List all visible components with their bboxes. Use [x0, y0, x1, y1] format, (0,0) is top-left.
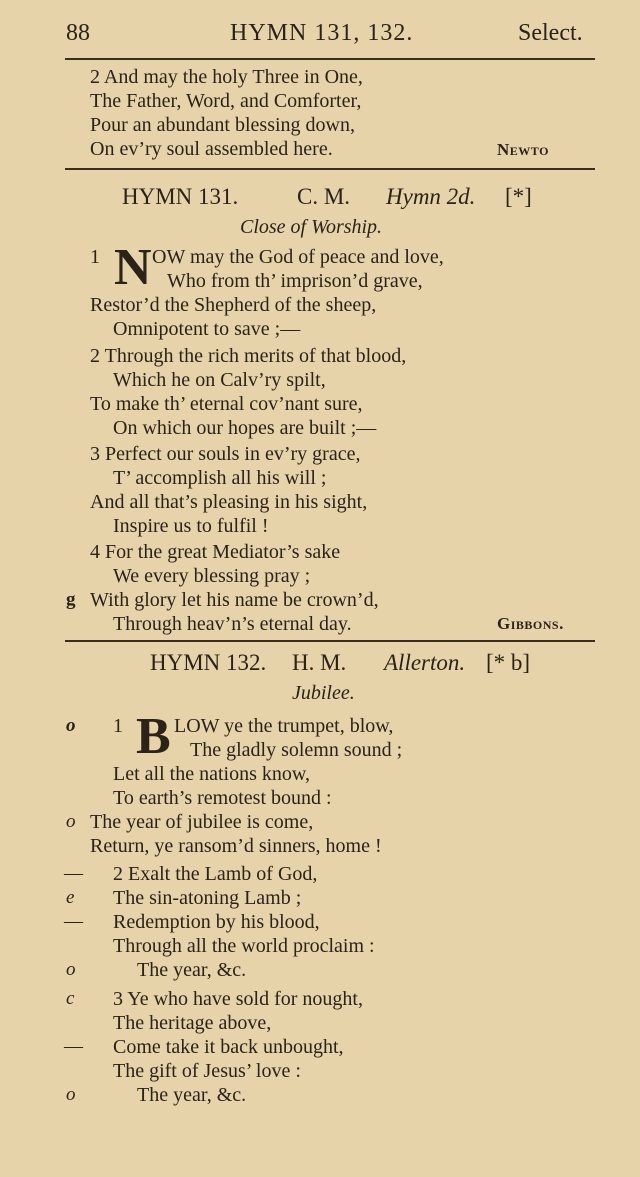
verse-line: Inspire us to fulfil !: [113, 515, 269, 537]
drop-cap: N: [114, 239, 152, 296]
section-title: Select.: [518, 20, 583, 46]
hymn-132-meter: H. M.: [292, 650, 347, 675]
dynamic-mark: o: [66, 811, 76, 832]
page-number: 88: [66, 20, 90, 46]
dynamic-mark: o: [66, 959, 76, 980]
section-rule: [65, 640, 595, 642]
dynamic-mark: c: [66, 988, 75, 1009]
verse-line: 2 Through the rich merits of that blood,: [90, 345, 407, 367]
verse-line: On which our hopes are built ;—: [113, 417, 377, 439]
prev-line: Pour an abundant blessing down,: [90, 114, 355, 136]
verse-line: 3 Ye who have sold for nought,: [113, 988, 363, 1010]
hymn-131-marker: [*]: [505, 184, 532, 209]
verse-line: We every blessing pray ;: [113, 565, 311, 587]
verse-line: Which he on Calv’ry spilt,: [113, 369, 326, 391]
verse-line: Through heav’n’s eternal day.: [113, 613, 352, 635]
verse-line: LOW ye the trumpet, blow,: [174, 715, 394, 737]
verse-line: Return, ye ransom’d sinners, home !: [90, 835, 382, 857]
drop-cap: B: [136, 708, 171, 765]
hymn-131-tune: Hymn 2d.: [386, 184, 476, 209]
verse-line: Come take it back unbought,: [113, 1036, 344, 1058]
hymn-132-subject: Jubilee.: [292, 682, 355, 704]
verse-line: T’ accomplish all his will ;: [113, 467, 327, 489]
hymn-132-marker: [* b]: [486, 650, 531, 675]
dynamic-mark: e: [66, 887, 75, 908]
verse-line: Redemption by his blood,: [113, 911, 320, 933]
verse-line: Restor’d the Shepherd of the sheep,: [90, 294, 377, 316]
verse-line: To make th’ eternal cov’nant sure,: [90, 393, 363, 415]
stanza-number: 1: [113, 715, 123, 737]
verse-line: The year, &c.: [137, 1084, 247, 1106]
dynamic-mark: o: [66, 1084, 76, 1105]
verse-line: The heritage above,: [113, 1012, 272, 1034]
hymn-131-author: Gibbons.: [497, 614, 564, 633]
verse-line: 3 Perfect our souls in ev’ry grace,: [90, 443, 361, 465]
verse-line: The year, &c.: [137, 959, 247, 981]
prev-line: The Father, Word, and Comforter,: [90, 90, 362, 112]
verse-line: To earth’s remotest bound :: [113, 787, 332, 809]
dynamic-mark: —: [64, 911, 83, 932]
dynamic-mark: o: [66, 715, 76, 736]
prev-author: Newto: [497, 140, 549, 159]
verse-line: 4 For the great Mediator’s sake: [90, 541, 341, 563]
hymn-131-number: HYMN 131.: [122, 184, 239, 209]
verse-line: The sin-atoning Lamb ;: [113, 887, 302, 909]
verse-line: With glory let his name be crown’d,: [90, 589, 379, 611]
verse-line: Let all the nations know,: [113, 763, 310, 785]
verse-line: 2 Exalt the Lamb of God,: [113, 863, 318, 885]
dynamic-mark: —: [64, 1036, 83, 1057]
verse-line: Through all the world proclaim :: [113, 935, 375, 957]
prev-line: 2 And may the holy Three in One,: [90, 66, 363, 88]
verse-line: The gladly solemn sound ;: [190, 739, 403, 761]
running-title: HYMN 131, 132.: [230, 20, 414, 46]
hymn-131-subject: Close of Worship.: [240, 216, 383, 238]
verse-line: Omnipotent to save ;—: [113, 318, 301, 340]
verse-line: OW may the God of peace and love,: [152, 246, 444, 268]
prev-line: On ev’ry soul assembled here.: [90, 138, 333, 160]
dynamic-mark: —: [64, 863, 83, 884]
section-rule: [65, 168, 595, 170]
hymn-132-number: HYMN 132.: [150, 650, 267, 675]
verse-line: Who from th’ imprison’d grave,: [167, 270, 423, 292]
verse-line: The gift of Jesus’ love :: [113, 1060, 301, 1082]
verse-line: And all that’s pleasing in his sight,: [90, 491, 368, 513]
stanza-number: 1: [90, 246, 100, 268]
hymn-132-tune: Allerton.: [384, 650, 466, 675]
hymn-131-meter: C. M.: [297, 184, 351, 209]
dynamic-mark: g: [66, 589, 76, 610]
header-rule: [65, 58, 595, 60]
verse-line: The year of jubilee is come,: [90, 811, 314, 833]
